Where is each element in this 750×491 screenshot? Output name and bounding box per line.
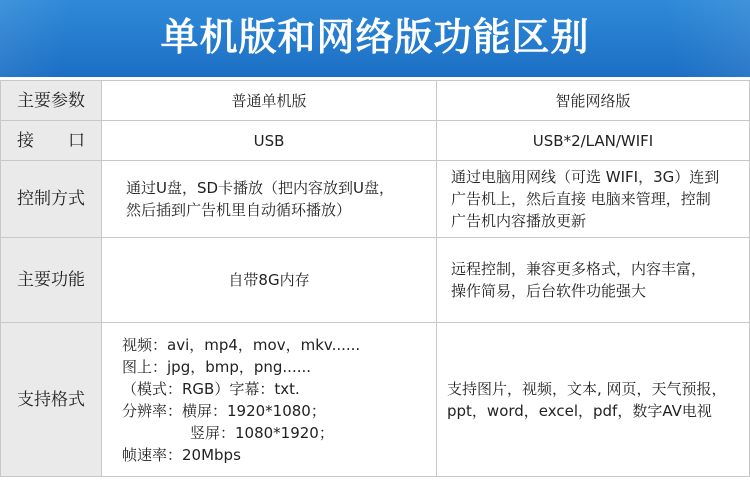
row-label-function: 主要功能	[1, 238, 102, 323]
control-standalone-line: 通过U盘，SD卡播放（把内容放到U盘，	[126, 179, 395, 197]
formats-standalone-line: 帧速率：20Mbps	[122, 445, 241, 464]
interface-network: USB*2/LAN/WIFI	[437, 121, 750, 161]
formats-standalone-line: 竖屏：1080*1920；	[190, 423, 334, 442]
row-label-interface: 接 口	[1, 121, 102, 161]
header-network: 智能网络版	[437, 81, 750, 121]
function-network-line: 操作简易，后台软件功能强大	[451, 282, 647, 300]
table-header-row	[1, 81, 750, 121]
formats-standalone-line: （模式：RGB）字幕：txt.	[122, 379, 300, 398]
title-banner	[0, 0, 750, 77]
control-network	[437, 161, 750, 238]
page-title: 单机版和网络版功能区别	[160, 15, 590, 59]
formats-network-line: ppt，word，excel，pdf，数字AV电视	[447, 401, 712, 420]
row-label-formats: 支持格式	[1, 323, 102, 477]
control-network-line: 广告机内容播放更新	[451, 212, 587, 230]
table-row-control	[1, 161, 750, 238]
header-standalone: 普通单机版	[102, 81, 437, 121]
comparison-table	[0, 80, 750, 477]
row-label-control: 控制方式	[1, 161, 102, 238]
control-standalone	[102, 161, 437, 238]
formats-standalone-line: 分辨率：横屏：1920*1080；	[122, 401, 326, 420]
function-network-line: 远程控制，兼容更多格式，内容丰富，	[451, 260, 707, 278]
interface-standalone: USB	[102, 121, 437, 161]
header-param: 主要参数	[1, 81, 102, 121]
formats-standalone-line: 视频：avi，mp4，mov，mkv......	[122, 335, 361, 354]
table-row-formats	[1, 323, 750, 477]
table-row-function	[1, 238, 750, 323]
control-network-line: 通过电脑用网线（可选 WIFI，3G）连到	[451, 168, 720, 186]
formats-standalone-line: 图上：jpg，bmp，png......	[122, 357, 312, 376]
table-row-interface	[1, 121, 750, 161]
formats-network	[437, 323, 750, 477]
formats-standalone	[102, 323, 437, 477]
function-network	[437, 238, 750, 323]
formats-network-line: 支持图片，视频，文本, 网页，天气预报，	[447, 379, 727, 398]
control-network-line: 广告机上，然后直接 电脑来管理，控制	[451, 190, 711, 208]
function-standalone: 自带8G内存	[102, 238, 437, 323]
control-standalone-line: 然后插到广告机里自动循环播放）	[126, 201, 352, 219]
